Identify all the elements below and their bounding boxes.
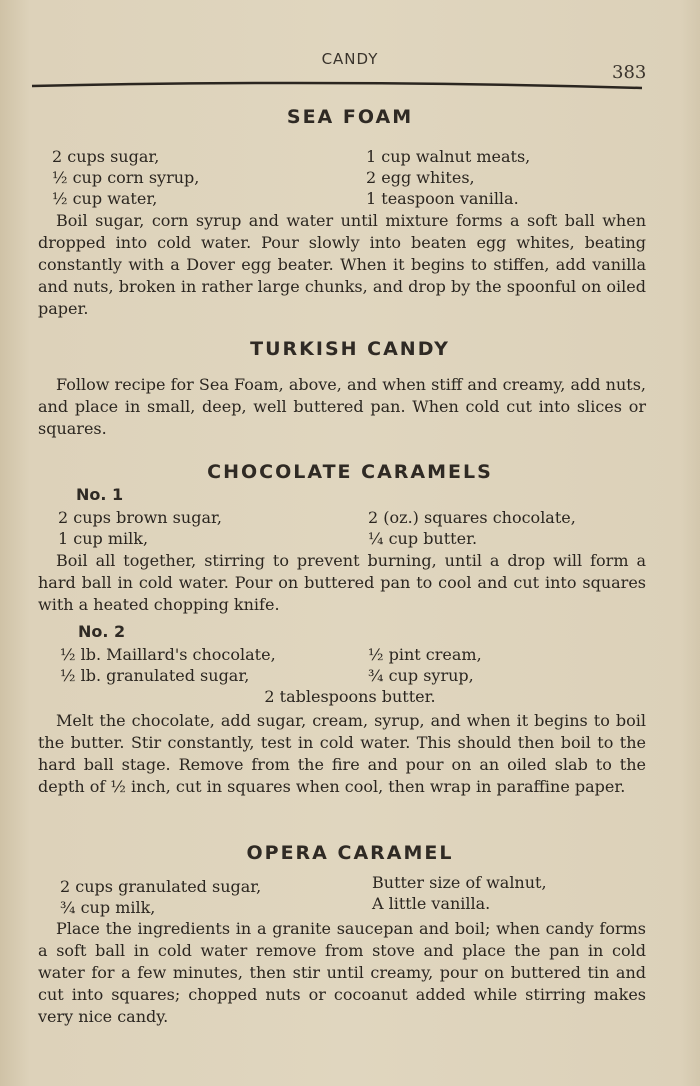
ingredient: ½ cup corn syrup, [52, 168, 200, 187]
ingredient: ½ lb. granulated sugar, [60, 666, 250, 685]
ingredient: ¼ cup butter. [368, 529, 478, 548]
opera-method [38, 918, 646, 1028]
ingredient: 2 (oz.) squares chocolate, [368, 508, 576, 527]
sea-foam-title: SEA FOAM [286, 106, 414, 128]
turkish-candy-title: TURKISH CANDY [250, 338, 450, 360]
ingredient: ½ cup water, [52, 189, 158, 208]
turkish-candy-method [38, 374, 646, 440]
ingredient: 1 cup milk, [58, 529, 149, 548]
sea-foam-ingredients-right [366, 146, 530, 209]
ingredient: 1 cup walnut meats, [366, 147, 531, 166]
page-number: 383 [612, 62, 647, 83]
ingredient: 2 cups brown sugar, [58, 508, 222, 527]
caramels-2-ingredient-center: 2 tablespoons butter. [264, 687, 436, 706]
opera-caramel-title: OPERA CARAMEL [246, 842, 454, 864]
method-text: Melt the chocolate, add sugar, cream, syrup, and when it begins to boil the butter. Stir constantly, test in cold water. This should then boil to the hard ball stage. Remove from the fire and pour on an oiled slab to the depth of ½ inch, cut in squares when cool, then wrap in paraffine paper. [38, 711, 646, 796]
caramels-2-ingredients-left [60, 644, 276, 686]
opera-ingredients-right [372, 872, 547, 914]
running-title: CANDY [321, 50, 379, 68]
recipe-number-2: No. 2 [78, 622, 126, 641]
method-text: Follow recipe for Sea Foam, above, and when stiff and creamy, add nuts, and place in small, deep, well buttered pan. When cold cut into slices or squares. [38, 375, 646, 438]
caramels-2-method [38, 710, 646, 798]
recipe-number-1: No. 1 [76, 485, 124, 504]
method-text: Boil all together, stirring to prevent burning, until a drop will form a hard ball in cold water. Pour on buttered pan to cool and cut into squares with a heated chopping knife. [38, 551, 646, 614]
sea-foam-ingredients-left [52, 146, 199, 209]
ingredient: 1 teaspoon vanilla. [366, 189, 519, 208]
ingredient: A little vanilla. [372, 894, 491, 913]
caramels-1-method [38, 550, 646, 616]
method-text: Boil sugar, corn syrup and water until mixture forms a soft ball when dropped into cold water. Pour slowly into beaten egg whites, beating constantly with a Dover egg beater. When it begins to stiffen, add vanilla and nuts, broken in rather large chunks, and drop by the spoonful on oiled paper. [38, 211, 646, 318]
caramels-1-ingredients-left [58, 507, 222, 549]
method-text: Place the ingredients in a granite saucepan and boil; when candy forms a soft ball in cold water remove from stove and place the pan in cold water for a few minutes, then stir until creamy, pour on buttered tin and cut into squares; chopped nuts or cocoanut added while stirring makes very nice candy. [38, 919, 646, 1026]
caramels-1-ingredients-right [368, 507, 576, 549]
ingredient: ½ lb. Maillard's chocolate, [60, 645, 276, 664]
ingredient: 2 egg whites, [366, 168, 475, 187]
ingredient: ¾ cup milk, [60, 898, 156, 917]
ingredient: 2 cups sugar, [52, 147, 160, 166]
ingredient: ½ pint cream, [368, 645, 482, 664]
ingredient: ¾ cup syrup, [368, 666, 474, 685]
header-rule [30, 76, 645, 96]
opera-ingredients-left [60, 876, 261, 918]
caramels-2-ingredients-right [368, 644, 482, 686]
ingredient: Butter size of walnut, [372, 873, 547, 892]
sea-foam-method [38, 210, 646, 320]
ingredient: 2 cups granulated sugar, [60, 877, 262, 896]
chocolate-caramels-title: CHOCOLATE CARAMELS [207, 461, 493, 483]
